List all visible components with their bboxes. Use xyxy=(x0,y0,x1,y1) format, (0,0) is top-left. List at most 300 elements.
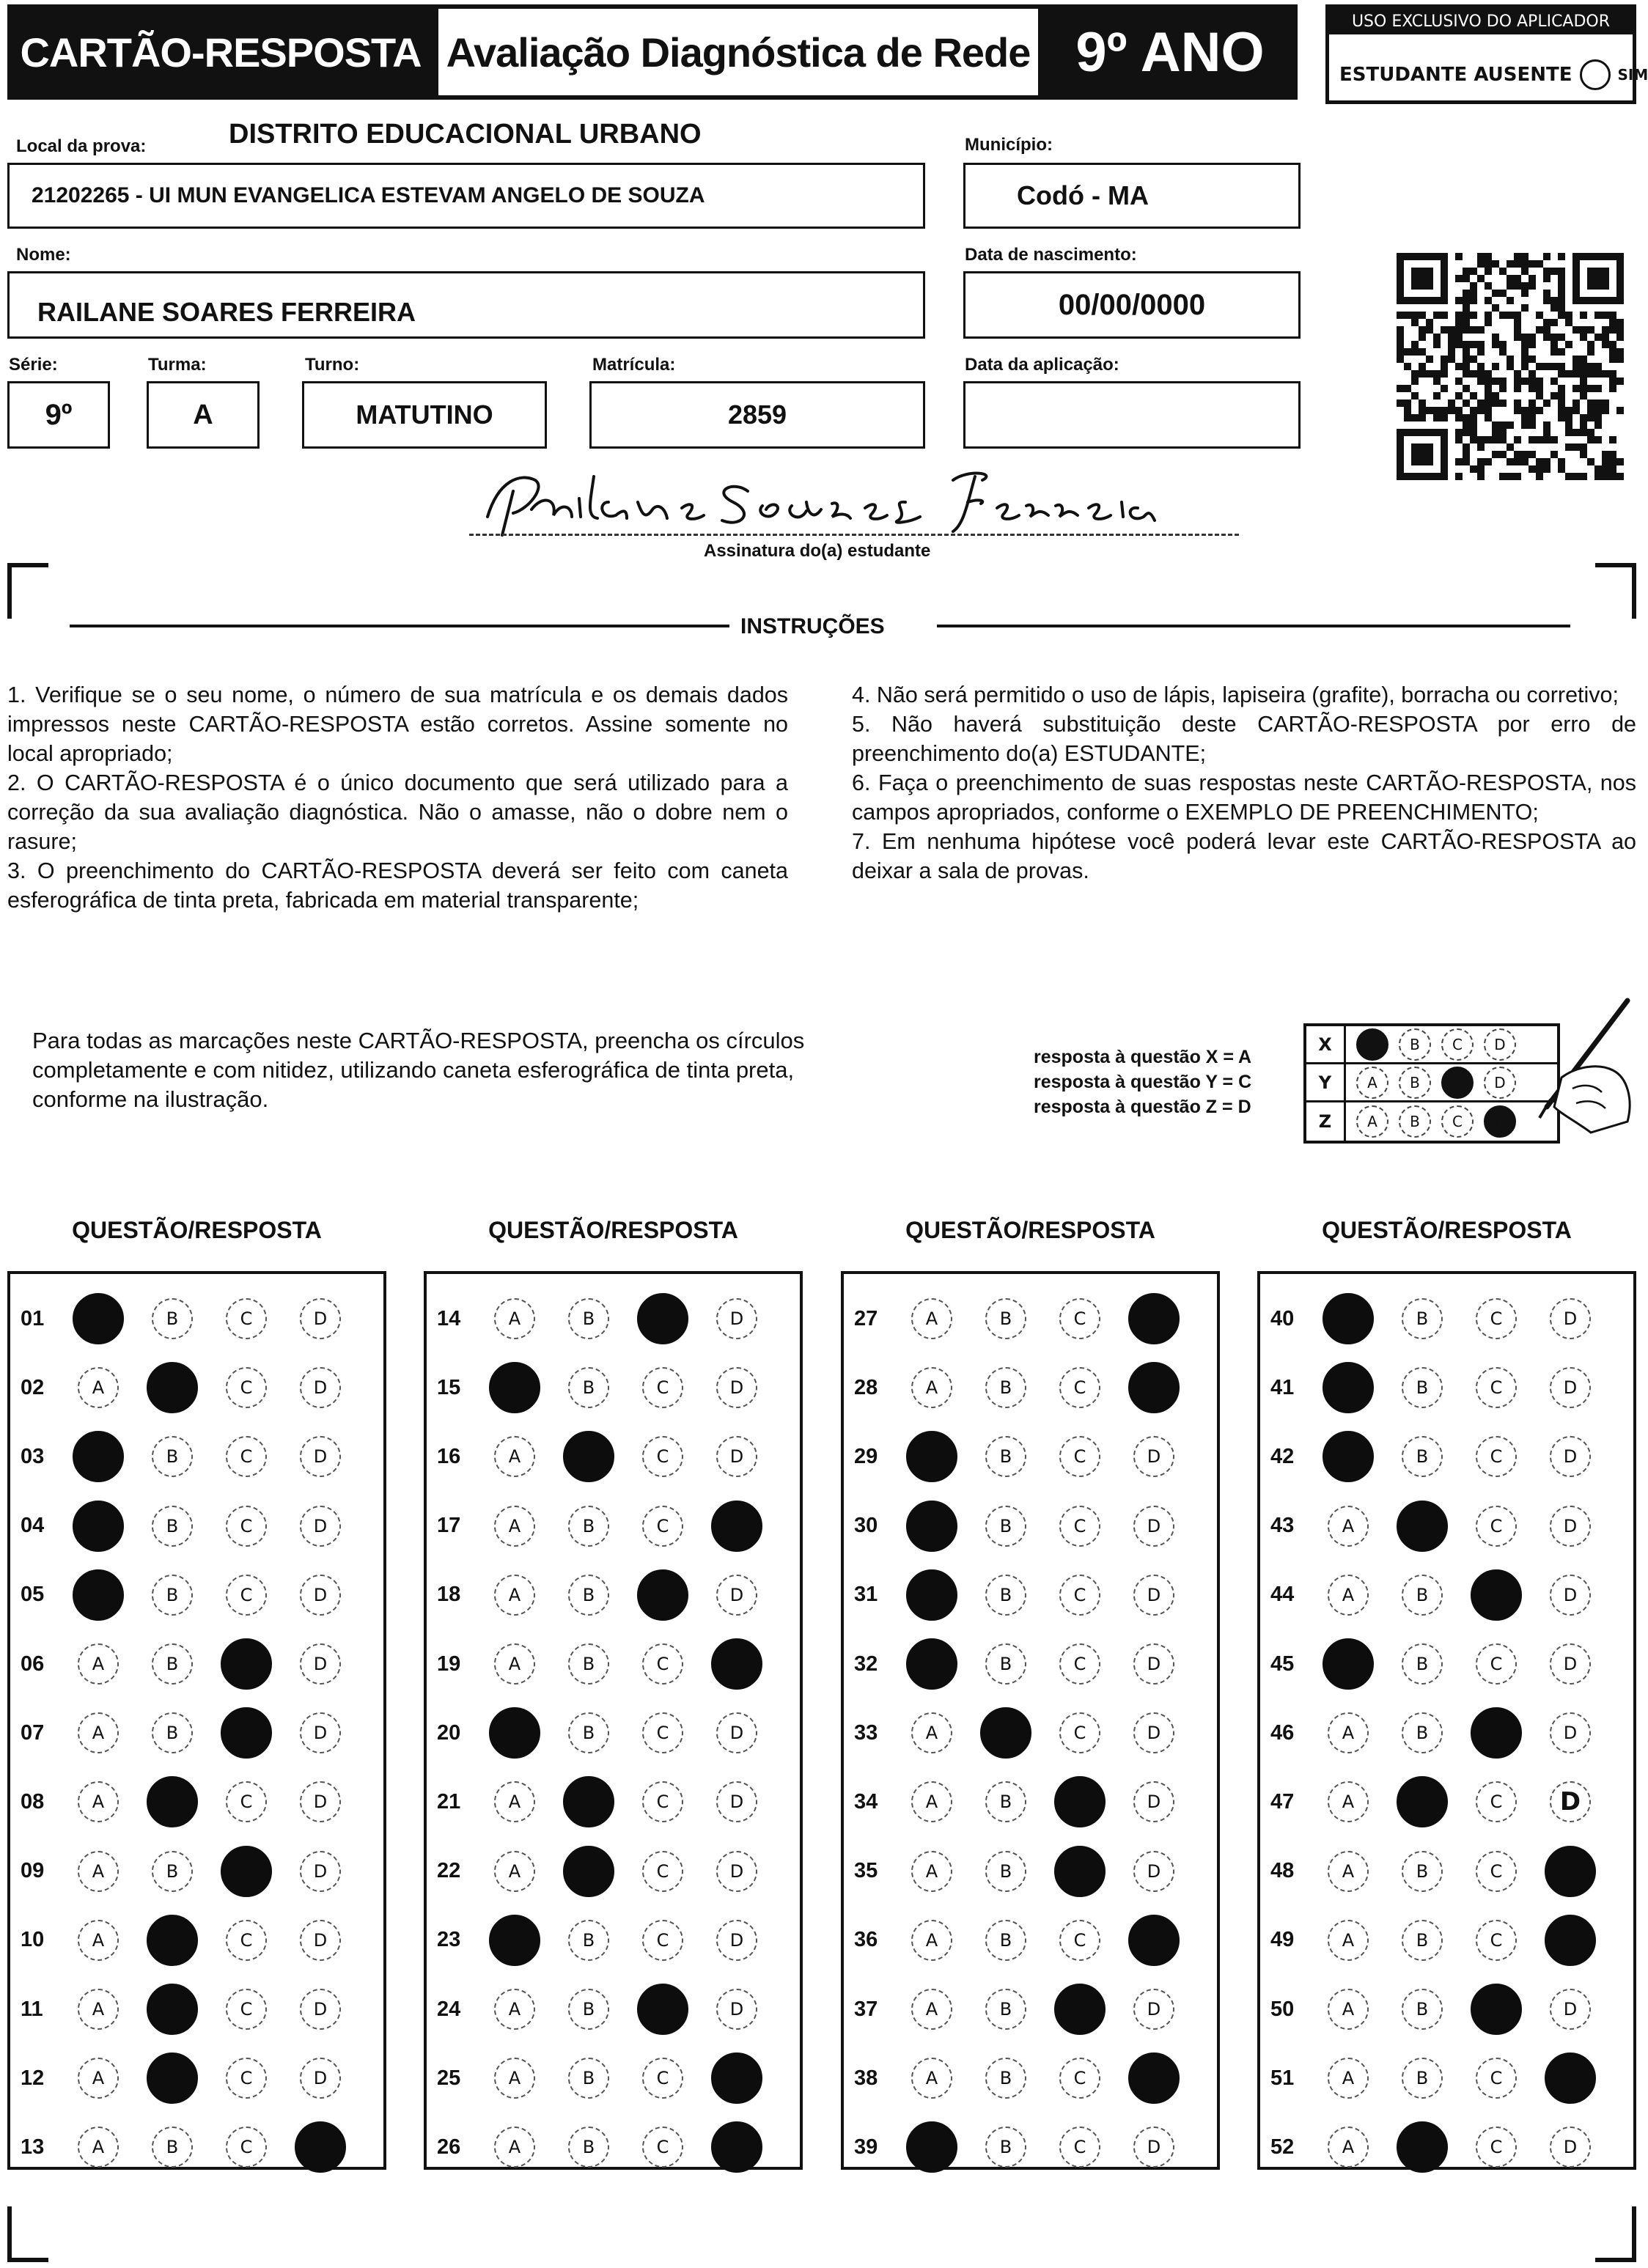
answer-bubble-a[interactable]: A xyxy=(494,1781,535,1822)
answer-bubble-d[interactable] xyxy=(1128,2052,1180,2104)
answer-bubble-d[interactable]: D xyxy=(1550,1989,1591,2030)
answer-bubble-a[interactable] xyxy=(489,1707,540,1759)
answer-bubble-a[interactable] xyxy=(73,1431,124,1482)
example-question-label: Y xyxy=(1306,1064,1346,1100)
question-number: 03 xyxy=(21,1444,45,1468)
answer-bubble-d[interactable] xyxy=(711,1638,762,1690)
nascimento-field: 00/00/0000 xyxy=(963,271,1301,339)
answer-bubble-b[interactable]: B xyxy=(985,1781,1026,1822)
answer-bubble-a[interactable]: A xyxy=(494,1989,535,2030)
school-field: 21202265 - UI MUN EVANGELICA ESTEVAM ANGELO DE SOUZA xyxy=(7,163,925,229)
answer-bubble-a[interactable] xyxy=(1323,1293,1374,1344)
answer-bubble-c[interactable]: C xyxy=(226,1436,267,1477)
answer-bubble-a[interactable]: A xyxy=(1328,2127,1369,2168)
answer-bubble-a[interactable] xyxy=(1323,1362,1374,1413)
answer-bubble-a[interactable] xyxy=(73,1293,124,1344)
question-number: 22 xyxy=(437,1859,461,1883)
answer-bubble-b[interactable]: B xyxy=(1402,1575,1443,1616)
example-legend xyxy=(1034,1045,1251,1119)
question-number: 11 xyxy=(21,1997,43,2021)
instruction-item: 6. Faça o preenchimento de suas respostas neste CARTÃO-RESPOSTA, nos campos apropriados, conforme o EXEMPLO DE PREENCHIMENTO; xyxy=(852,770,1636,825)
answer-bubble-c[interactable]: C xyxy=(642,1367,683,1408)
answer-bubble-b[interactable]: B xyxy=(152,1712,193,1753)
answer-bubble-b[interactable]: B xyxy=(568,1367,609,1408)
question-number: 43 xyxy=(1270,1514,1295,1538)
answer-bubble-d[interactable]: D xyxy=(1550,1781,1591,1822)
answer-column xyxy=(7,1271,386,2170)
answer-row xyxy=(10,1353,374,1422)
answer-bubble-d[interactable]: D xyxy=(300,1367,341,1408)
qr-code xyxy=(1397,253,1624,480)
answer-bubble-c[interactable] xyxy=(1054,1984,1106,2035)
answer-bubble-d[interactable]: D xyxy=(300,1436,341,1477)
answer-bubble-d[interactable]: D xyxy=(300,1851,341,1892)
answer-bubble-d[interactable]: D xyxy=(1133,2127,1174,2168)
answer-bubble-a[interactable] xyxy=(906,1501,957,1552)
corner-mark-top-right xyxy=(1595,563,1636,619)
question-number: 33 xyxy=(854,1720,878,1745)
answer-bubble-b[interactable]: B xyxy=(1402,1643,1443,1685)
answer-bubble-c[interactable]: C xyxy=(1059,1436,1100,1477)
answer-bubble-d[interactable]: D xyxy=(1133,1643,1174,1685)
answer-bubble-a[interactable]: A xyxy=(494,1851,535,1892)
answer-bubble-d[interactable] xyxy=(1128,1362,1180,1413)
answer-bubble-a[interactable]: A xyxy=(911,1920,952,1961)
question-number: 18 xyxy=(437,1583,461,1607)
answer-bubble-d[interactable]: D xyxy=(1133,1575,1174,1616)
answer-bubble-b[interactable]: B xyxy=(985,1575,1026,1616)
answer-bubble-a[interactable] xyxy=(906,2121,957,2173)
answer-bubble-b[interactable]: B xyxy=(152,1298,193,1339)
answer-bubble-c[interactable]: C xyxy=(1476,1367,1517,1408)
answer-bubble-a[interactable]: A xyxy=(78,1367,119,1408)
answer-bubble-d[interactable]: D xyxy=(1550,1298,1591,1339)
answer-bubble-b[interactable] xyxy=(980,1707,1031,1759)
answer-row xyxy=(10,1422,374,1491)
answer-bubble-c[interactable]: C xyxy=(1476,2127,1517,2168)
answer-bubble-c[interactable]: C xyxy=(642,2127,683,2168)
example-legend-line: resposta à questão Z = D xyxy=(1034,1097,1251,1117)
question-number: 01 xyxy=(21,1306,45,1330)
answer-bubble-a[interactable]: A xyxy=(78,2058,119,2099)
answer-bubble-c[interactable]: C xyxy=(226,1506,267,1547)
question-number: 14 xyxy=(437,1306,461,1330)
turno-field: MATUTINO xyxy=(302,381,547,449)
instruction-item: 7. Em nenhuma hipótese você poderá levar este CARTÃO-RESPOSTA ao deixar a sala de provas. xyxy=(852,829,1636,883)
answer-bubble-a[interactable]: A xyxy=(1328,1781,1369,1822)
answer-bubble-a[interactable] xyxy=(906,1638,957,1690)
answer-bubble-a[interactable]: A xyxy=(1328,2058,1369,2099)
answer-bubble-c[interactable]: C xyxy=(1059,1575,1100,1616)
question-number: 52 xyxy=(1270,2135,1295,2159)
answer-bubble-c[interactable]: C xyxy=(226,1575,267,1616)
answer-bubble-c[interactable]: C xyxy=(1059,1367,1100,1408)
fill-instruction: Para todas as marcações neste CARTÃO-RESPOSTA, preencha os círculos completamente e com nitidez, utilizando caneta esferográfica de tinta preta, conforme na ilustração. xyxy=(32,1028,805,1112)
example-question-label: Z xyxy=(1306,1102,1346,1141)
answer-bubble-c[interactable]: C xyxy=(1059,1506,1100,1547)
answer-bubble-b[interactable] xyxy=(1397,1776,1448,1827)
answer-row xyxy=(10,1492,374,1561)
answer-bubble-b[interactable]: B xyxy=(568,1643,609,1685)
question-number: 51 xyxy=(1270,2066,1295,2090)
example-bubble-c: C xyxy=(1441,1028,1474,1061)
answer-bubble-b[interactable]: B xyxy=(1402,1920,1443,1961)
turma-label: Turma: xyxy=(148,355,207,375)
answer-bubble-d[interactable]: D xyxy=(1550,2127,1591,2168)
answer-column-title: QUESTÃO/RESPOSTA xyxy=(905,1217,1155,1243)
answer-bubble-b[interactable]: B xyxy=(568,1920,609,1961)
example-question-label: X xyxy=(1306,1026,1346,1062)
answer-bubble-a[interactable]: A xyxy=(1328,1506,1369,1547)
answer-bubble-d[interactable] xyxy=(711,2121,762,2173)
answer-bubble-a[interactable]: A xyxy=(911,1989,952,2030)
answer-row xyxy=(10,1767,374,1836)
example-bubble-d: D xyxy=(1484,1105,1516,1138)
question-number: 16 xyxy=(437,1444,461,1468)
question-number: 26 xyxy=(437,2135,461,2159)
example-bubble-c: C xyxy=(1441,1067,1474,1099)
question-number: 08 xyxy=(21,1789,45,1814)
answer-bubble-c[interactable] xyxy=(1471,1984,1522,2035)
answer-bubble-c[interactable]: C xyxy=(642,1436,683,1477)
answer-bubble-a[interactable] xyxy=(73,1501,124,1552)
answer-bubble-d[interactable] xyxy=(1545,1846,1596,1897)
answer-bubble-c[interactable]: C xyxy=(1476,1920,1517,1961)
answer-bubble-c[interactable]: C xyxy=(1476,1781,1517,1822)
answer-row xyxy=(10,1837,374,1906)
answer-bubble-c[interactable]: C xyxy=(1059,1643,1100,1685)
nascimento-label: Data de nascimento: xyxy=(965,245,1137,265)
answer-bubble-b[interactable]: B xyxy=(1402,1989,1443,2030)
answer-bubble-a[interactable]: A xyxy=(911,1712,952,1753)
answer-bubble-d[interactable] xyxy=(295,2121,346,2173)
answer-bubble-b[interactable] xyxy=(1397,2121,1448,2173)
answer-bubble-c[interactable]: C xyxy=(1059,2127,1100,2168)
local-label: Local da prova: xyxy=(16,136,147,156)
answer-column xyxy=(424,1271,803,2170)
answer-bubble-b[interactable] xyxy=(1397,1501,1448,1552)
question-number: 27 xyxy=(854,1306,878,1330)
answer-bubble-c[interactable] xyxy=(637,1984,688,2035)
answer-bubble-b[interactable]: B xyxy=(1402,2058,1443,2099)
answer-bubble-b[interactable] xyxy=(147,2052,198,2104)
answer-bubble-b[interactable]: B xyxy=(1402,1367,1443,1408)
answer-bubble-d[interactable]: D xyxy=(716,1367,757,1408)
answer-bubble-b[interactable]: B xyxy=(985,1506,1026,1547)
answer-bubble-c[interactable] xyxy=(637,1293,688,1344)
answer-bubble-c[interactable]: C xyxy=(1059,2058,1100,2099)
answer-bubble-c[interactable]: C xyxy=(642,1643,683,1685)
answer-bubble-b[interactable]: B xyxy=(568,1575,609,1616)
answer-row xyxy=(427,1353,790,1422)
nome-label: Nome: xyxy=(16,245,71,265)
answer-bubble-d[interactable]: D xyxy=(1133,1851,1174,1892)
answer-bubble-d[interactable] xyxy=(1545,1915,1596,1966)
answer-row xyxy=(1260,1284,1624,1353)
answer-bubble-d[interactable]: D xyxy=(300,1298,341,1339)
absent-bubble[interactable] xyxy=(1580,59,1611,90)
answer-bubble-d[interactable]: D xyxy=(1133,1989,1174,2030)
answer-bubble-c[interactable]: C xyxy=(226,1367,267,1408)
question-number: 25 xyxy=(437,2066,461,2090)
answer-bubble-c[interactable]: C xyxy=(1059,1920,1100,1961)
answer-bubble-c[interactable] xyxy=(1054,1846,1106,1897)
answer-bubble-a[interactable]: A xyxy=(1328,1575,1369,1616)
answer-bubble-c[interactable]: C xyxy=(1059,1298,1100,1339)
answer-bubble-c[interactable]: C xyxy=(642,1712,683,1753)
card-title: CARTÃO-RESPOSTA xyxy=(7,4,434,100)
answer-bubble-d[interactable]: D xyxy=(716,1575,757,1616)
answer-bubble-d[interactable] xyxy=(711,2052,762,2104)
answer-row xyxy=(1260,1353,1624,1422)
matricula-field: 2859 xyxy=(589,381,925,449)
answer-bubble-d[interactable]: D xyxy=(716,1712,757,1753)
answer-bubble-a[interactable]: A xyxy=(78,1989,119,2030)
answer-bubble-b[interactable] xyxy=(147,1362,198,1413)
answer-bubble-c[interactable] xyxy=(1471,1569,1522,1621)
answer-bubble-c[interactable]: C xyxy=(226,1920,267,1961)
answer-bubble-c[interactable]: C xyxy=(1476,1506,1517,1547)
answer-bubble-b[interactable] xyxy=(563,1431,614,1482)
answer-bubble-b[interactable]: B xyxy=(152,1436,193,1477)
example-bubble-a: A xyxy=(1356,1105,1388,1138)
answer-bubble-d[interactable]: D xyxy=(716,1989,757,2030)
aplicacao-label: Data da aplicação: xyxy=(965,355,1119,375)
answer-bubble-a[interactable]: A xyxy=(494,1506,535,1547)
answer-bubble-a[interactable]: A xyxy=(78,1781,119,1822)
question-number: 09 xyxy=(21,1859,45,1883)
answer-bubble-b[interactable] xyxy=(147,1915,198,1966)
answer-bubble-c[interactable]: C xyxy=(1476,1298,1517,1339)
answer-bubble-d[interactable]: D xyxy=(1550,1436,1591,1477)
instructions-title: INSTRUÇÕES xyxy=(740,614,885,638)
absent-option-label: SIM xyxy=(1617,66,1648,84)
answer-bubble-a[interactable] xyxy=(906,1569,957,1621)
answer-bubble-d[interactable] xyxy=(711,1501,762,1552)
answer-bubble-d[interactable]: D xyxy=(300,1781,341,1822)
answer-bubble-d[interactable]: D xyxy=(716,1851,757,1892)
answer-bubble-d[interactable]: D xyxy=(300,2058,341,2099)
answer-bubble-d[interactable]: D xyxy=(1550,1506,1591,1547)
answer-bubble-a[interactable]: A xyxy=(1328,1851,1369,1892)
answer-bubble-d[interactable]: D xyxy=(716,1436,757,1477)
answer-bubble-b[interactable]: B xyxy=(985,1298,1026,1339)
answer-bubble-b[interactable]: B xyxy=(985,1851,1026,1892)
answer-bubble-b[interactable]: B xyxy=(985,2127,1026,2168)
answer-bubble-c[interactable] xyxy=(221,1707,272,1759)
question-number: 36 xyxy=(854,1928,878,1952)
answer-bubble-a[interactable]: A xyxy=(78,2127,119,2168)
answer-bubble-a[interactable]: A xyxy=(1328,1712,1369,1753)
question-number: 45 xyxy=(1270,1652,1295,1676)
answer-bubble-d[interactable]: D xyxy=(1550,1367,1591,1408)
example-bubble-c: C xyxy=(1441,1105,1474,1138)
answer-bubble-c[interactable]: C xyxy=(226,1298,267,1339)
answer-bubble-a[interactable]: A xyxy=(911,2058,952,2099)
answer-bubble-d[interactable]: D xyxy=(1550,1712,1591,1753)
answer-bubble-d[interactable]: D xyxy=(1133,1506,1174,1547)
question-number: 29 xyxy=(854,1444,878,1468)
answer-bubble-c[interactable]: C xyxy=(642,1781,683,1822)
answer-bubble-d[interactable] xyxy=(1545,2052,1596,2104)
answer-bubble-d[interactable]: D xyxy=(716,1781,757,1822)
answer-bubble-a[interactable]: A xyxy=(494,2127,535,2168)
answer-bubble-b[interactable]: B xyxy=(985,1367,1026,1408)
answer-bubble-a[interactable]: A xyxy=(1328,1989,1369,2030)
answer-bubble-b[interactable]: B xyxy=(568,2058,609,2099)
answer-bubble-a[interactable]: A xyxy=(78,1920,119,1961)
answer-bubble-d[interactable]: D xyxy=(300,1575,341,1616)
answer-bubble-b[interactable]: B xyxy=(985,1920,1026,1961)
answer-bubble-c[interactable]: C xyxy=(642,1506,683,1547)
answer-bubble-d[interactable]: D xyxy=(1133,1781,1174,1822)
instructions-left-column xyxy=(7,680,788,915)
answer-bubble-d[interactable]: D xyxy=(300,1506,341,1547)
matricula-label: Matrícula: xyxy=(592,355,676,375)
instruction-item: 3. O preenchimento do CARTÃO-RESPOSTA deverá ser feito com caneta esferográfica de tinta preta, fabricada em material transparente; xyxy=(7,858,788,913)
answer-row xyxy=(844,1630,1207,1698)
question-number: 44 xyxy=(1270,1583,1295,1607)
answer-row xyxy=(427,1837,790,1906)
question-number: 34 xyxy=(854,1789,878,1814)
answer-bubble-d[interactable]: D xyxy=(1133,1436,1174,1477)
answer-bubble-a[interactable]: A xyxy=(494,1298,535,1339)
answer-bubble-b[interactable]: B xyxy=(985,2058,1026,2099)
answer-column xyxy=(841,1271,1220,2170)
applicator-box-title: USO EXCLUSIVO DO APLICADOR xyxy=(1329,8,1633,34)
answer-bubble-a[interactable] xyxy=(1323,1638,1374,1690)
answer-bubble-c[interactable] xyxy=(637,1569,688,1621)
answer-bubble-b[interactable]: B xyxy=(568,1298,609,1339)
answer-bubble-b[interactable]: B xyxy=(152,1851,193,1892)
answer-bubble-a[interactable] xyxy=(489,1362,540,1413)
answer-bubble-c[interactable]: C xyxy=(226,2127,267,2168)
answer-bubble-d[interactable]: D xyxy=(300,1643,341,1685)
answer-bubble-b[interactable]: B xyxy=(1402,1436,1443,1477)
answer-bubble-d[interactable]: D xyxy=(1550,1643,1591,1685)
answer-bubble-c[interactable]: C xyxy=(642,1851,683,1892)
answer-bubble-c[interactable]: C xyxy=(1476,2058,1517,2099)
instructions-rule-left xyxy=(70,625,729,627)
answer-bubble-b[interactable]: B xyxy=(152,2127,193,2168)
question-number: 24 xyxy=(437,1997,461,2021)
answer-bubble-a[interactable]: A xyxy=(911,1781,952,1822)
answer-row xyxy=(10,2113,374,2182)
question-number: 15 xyxy=(437,1375,461,1399)
answer-bubble-c[interactable]: C xyxy=(1476,1851,1517,1892)
answer-bubble-b[interactable] xyxy=(147,1984,198,2035)
answer-bubble-b[interactable]: B xyxy=(568,1989,609,2030)
answer-bubble-b[interactable]: B xyxy=(568,1712,609,1753)
answer-bubble-d[interactable]: D xyxy=(1133,1712,1174,1753)
answer-bubble-b[interactable]: B xyxy=(152,1643,193,1685)
answer-bubble-c[interactable] xyxy=(1471,1707,1522,1759)
answer-bubble-b[interactable]: B xyxy=(985,1989,1026,2030)
answer-row xyxy=(844,1353,1207,1422)
answer-row xyxy=(844,1906,1207,1975)
answer-row xyxy=(1260,1837,1624,1906)
question-number: 04 xyxy=(21,1514,45,1538)
answer-bubble-a[interactable] xyxy=(906,1431,957,1482)
answer-bubble-a[interactable]: A xyxy=(911,1851,952,1892)
answer-row xyxy=(844,2113,1207,2182)
applicator-box xyxy=(1325,4,1648,104)
answer-bubble-c[interactable] xyxy=(221,1638,272,1690)
answer-bubble-b[interactable]: B xyxy=(985,1643,1026,1685)
question-number: 37 xyxy=(854,1997,878,2021)
answer-bubble-a[interactable]: A xyxy=(911,1298,952,1339)
absent-field xyxy=(1339,59,1648,90)
answer-row xyxy=(427,1284,790,1353)
answer-bubble-c[interactable]: C xyxy=(226,2058,267,2099)
answer-bubble-b[interactable]: B xyxy=(152,1506,193,1547)
answer-bubble-d[interactable] xyxy=(1128,1293,1180,1344)
question-number: 39 xyxy=(854,2135,878,2159)
answer-bubble-b[interactable]: B xyxy=(1402,1298,1443,1339)
answer-bubble-a[interactable] xyxy=(489,1915,540,1966)
answer-bubble-c[interactable]: C xyxy=(642,1920,683,1961)
answer-bubble-d[interactable]: D xyxy=(300,1920,341,1961)
answer-bubble-c[interactable]: C xyxy=(1476,1643,1517,1685)
answer-bubble-d[interactable]: D xyxy=(1550,1575,1591,1616)
answer-bubble-b[interactable] xyxy=(563,1776,614,1827)
answer-bubble-c[interactable]: C xyxy=(642,2058,683,2099)
answer-bubble-a[interactable]: A xyxy=(78,1643,119,1685)
question-number: 48 xyxy=(1270,1859,1295,1883)
answer-bubble-b[interactable]: B xyxy=(152,1575,193,1616)
answer-bubble-b[interactable]: B xyxy=(1402,1851,1443,1892)
question-number: 05 xyxy=(21,1583,45,1607)
question-number: 32 xyxy=(854,1652,878,1676)
aplicacao-field xyxy=(963,381,1301,449)
example-bubble-d: D xyxy=(1484,1067,1516,1099)
answer-bubble-a[interactable]: A xyxy=(78,1712,119,1753)
answer-bubble-c[interactable] xyxy=(221,1846,272,1897)
question-number: 19 xyxy=(437,1652,461,1676)
answer-bubble-a[interactable]: A xyxy=(494,1575,535,1616)
answer-bubble-c[interactable]: C xyxy=(1476,1436,1517,1477)
answer-bubble-c[interactable] xyxy=(1054,1776,1106,1827)
answer-bubble-b[interactable]: B xyxy=(568,1506,609,1547)
answer-row xyxy=(427,1906,790,1975)
answer-bubble-a[interactable] xyxy=(73,1569,124,1621)
answer-bubble-a[interactable] xyxy=(1323,1431,1374,1482)
answer-bubble-b[interactable]: B xyxy=(985,1436,1026,1477)
answer-bubble-d[interactable]: D xyxy=(300,1712,341,1753)
answer-bubble-a[interactable]: A xyxy=(494,1436,535,1477)
answer-bubble-b[interactable] xyxy=(563,1846,614,1897)
signature-label: Assinatura do(a) estudante xyxy=(704,541,931,561)
answer-bubble-b[interactable]: B xyxy=(1402,1712,1443,1753)
serie-field: 9º xyxy=(7,381,110,449)
answer-bubble-b[interactable]: B xyxy=(568,2127,609,2168)
answer-bubble-d[interactable]: D xyxy=(716,1920,757,1961)
answer-bubble-a[interactable]: A xyxy=(1328,1920,1369,1961)
answer-bubble-c[interactable]: C xyxy=(226,1989,267,2030)
answer-bubble-a[interactable]: A xyxy=(494,1643,535,1685)
answer-bubble-c[interactable]: C xyxy=(226,1781,267,1822)
question-number: 41 xyxy=(1270,1375,1295,1399)
answer-bubble-a[interactable]: A xyxy=(78,1851,119,1892)
answer-bubble-c[interactable]: C xyxy=(1059,1712,1100,1753)
answer-bubble-a[interactable]: A xyxy=(911,1367,952,1408)
answer-bubble-b[interactable] xyxy=(147,1776,198,1827)
answer-bubble-a[interactable]: A xyxy=(494,2058,535,2099)
answer-bubble-d[interactable]: D xyxy=(300,1989,341,2030)
answer-row xyxy=(10,1975,374,2044)
answer-bubble-d[interactable]: D xyxy=(716,1298,757,1339)
answer-bubble-d[interactable] xyxy=(1128,1915,1180,1966)
